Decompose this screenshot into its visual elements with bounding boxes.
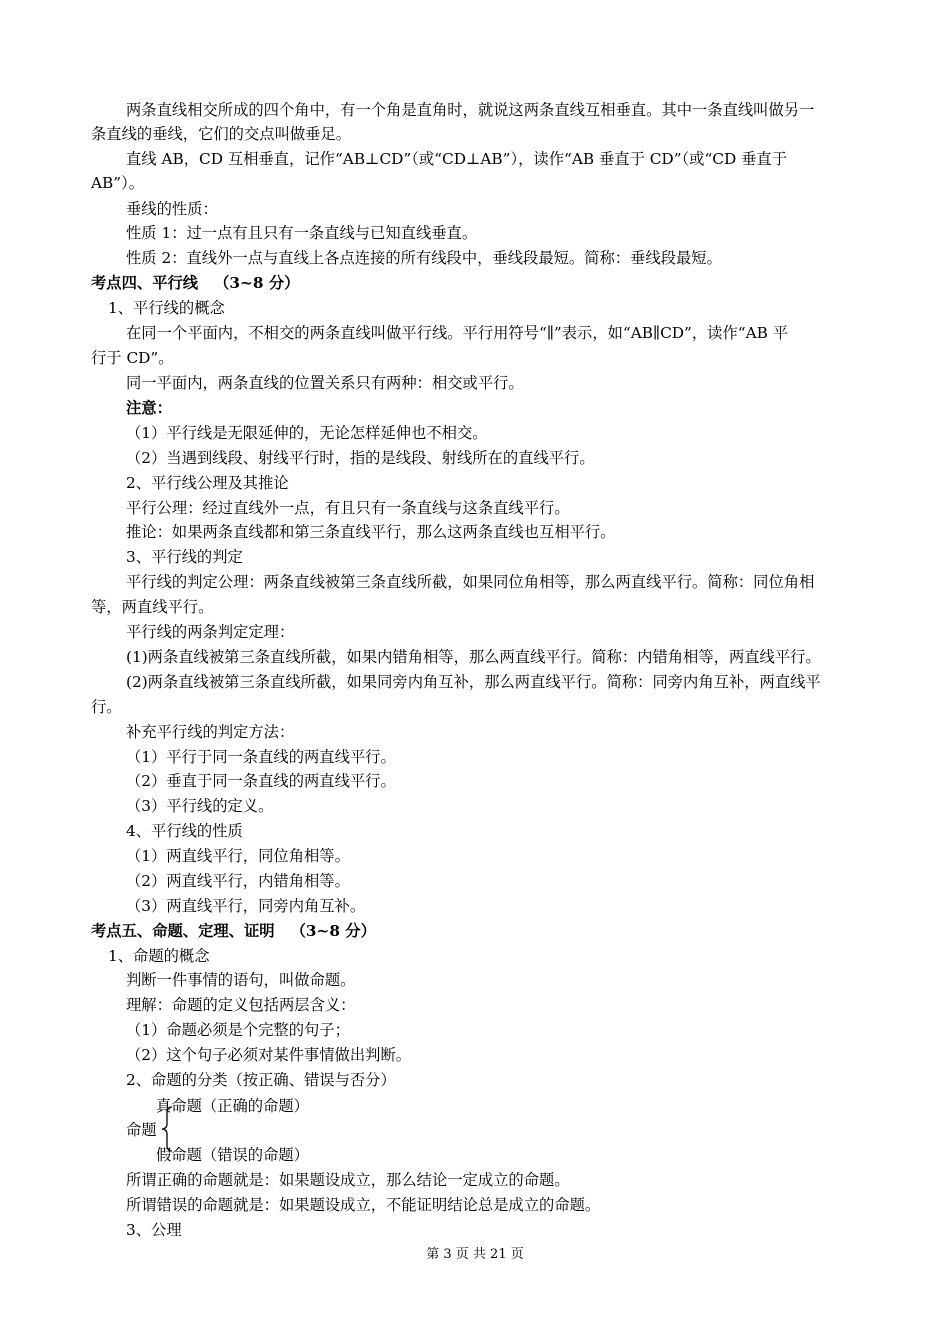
paragraph-line: 两条直线相交所成的四个角中，有一个角是直角时，就说这两条直线互相垂直。其中一条直线叫做另一 — [126, 101, 815, 119]
paragraph-line: 补充平行线的判定方法： — [126, 723, 295, 741]
note-label: 注意： — [126, 399, 172, 417]
paragraph-line: 等，两直线平行。 — [91, 598, 214, 616]
subheading-line: 3、公理 — [126, 1221, 182, 1239]
paragraph-line: 同一平面内，两条直线的位置关系只有两种：相交或平行。 — [126, 374, 524, 392]
paragraph-line: 所谓正确的命题就是：如果题设成立，那么结论一定成立的命题。 — [126, 1171, 570, 1189]
subheading-line: 1、平行线的概念 — [108, 299, 225, 317]
list-item: （2）这个句子必须对某件事情做出判断。 — [126, 1046, 412, 1064]
list-item: （1）平行于同一条直线的两直线平行。 — [126, 748, 396, 766]
list-item: （2）垂直于同一条直线的两直线平行。 — [126, 772, 396, 790]
subheading-line: 3、平行线的判定 — [126, 548, 243, 566]
true-proposition-line: 真命题（正确的命题） — [156, 1097, 309, 1115]
paragraph-line: 行。 — [91, 698, 122, 716]
false-proposition-line: 假命题（错误的命题） — [156, 1146, 309, 1164]
paragraph-line: 性质 2：直线外一点与直线上各点连接的所有线段中，垂线段最短。简称：垂线段最短。 — [126, 249, 722, 267]
list-item: （1）命题必须是个完整的句子； — [126, 1021, 350, 1039]
section-heading-5 — [91, 919, 861, 943]
section-heading-title: 考点四、平行线 — [91, 274, 199, 292]
list-item: （1）两直线平行，同位角相等。 — [126, 847, 350, 865]
section-heading-title: 考点五、命题、定理、证明 — [91, 922, 275, 940]
list-item: （3）平行线的定义。 — [126, 797, 274, 815]
list-item: (1)两条直线被第三条直线所截，如果内错角相等，那么两直线平行。简称：内错角相等，两直线平行。 — [126, 648, 821, 666]
paragraph-line: 推论：如果两条直线都和第三条直线平行，那么这两条直线也互相平行。 — [126, 523, 616, 541]
paragraph-line: 平行公理：经过直线外一点，有且只有一条直线与这条直线平行。 — [126, 499, 570, 517]
page-footer: 第 3 页 共 21 页 — [426, 1247, 524, 1262]
list-item: （2）两直线平行，内错角相等。 — [126, 872, 350, 890]
list-item: （3）两直线平行，同旁内角互补。 — [126, 897, 366, 915]
subheading-line: 2、平行线公理及其推论 — [126, 474, 289, 492]
section-heading-score: （3~8 分） — [214, 274, 300, 292]
list-item: （2）当遇到线段、射线平行时，指的是线段、射线所在的直线平行。 — [126, 449, 595, 467]
paragraph-line: 平行线的两条判定定理： — [126, 623, 295, 641]
proposition-root-label: 命题 — [126, 1121, 157, 1139]
paragraph-line: 行于 CD”。 — [91, 349, 174, 367]
paragraph-line: 所谓错误的命题就是：如果题设成立，不能证明结论总是成立的命题。 — [126, 1196, 601, 1214]
paragraph-line: 直线 AB，CD 互相垂直，记作“AB⊥CD”（或“CD⊥AB”），读作“AB 垂直于 CD”（或“CD 垂直于 — [126, 150, 787, 168]
paragraph-line: 理解：命题的定义包括两层含义： — [126, 996, 356, 1014]
list-item: (2)两条直线被第三条直线所截，如果同旁内角互补，那么两直线平行。简称：同旁内角互补，两直线平 — [126, 673, 821, 691]
paragraph-line: 判断一件事情的语句，叫做命题。 — [126, 971, 356, 989]
paragraph-line: 平行线的判定公理：两条直线被第三条直线所截，如果同位角相等，那么两直线平行。简称：同位角相 — [126, 573, 815, 591]
paragraph-line: 条直线的垂线，它们的交点叫做垂足。 — [91, 125, 352, 143]
paragraph-line: 在同一个平面内，不相交的两条直线叫做平行线。平行用符号“∥”表示，如“AB∥CD”，读作“AB 平 — [126, 324, 789, 342]
subheading-line: 4、平行线的性质 — [126, 822, 243, 840]
paragraph-line: AB”）。 — [91, 174, 145, 192]
subheading-line: 2、命题的分类（按正确、错误与否分） — [126, 1071, 396, 1089]
list-item: （1）平行线是无限延伸的，无论怎样延伸也不相交。 — [126, 424, 488, 442]
section-heading-score: （3~8 分） — [290, 922, 376, 940]
section-heading-4 — [91, 271, 861, 295]
paragraph-line: 性质 1：过一点有且只有一条直线与已知直线垂直。 — [126, 224, 478, 242]
paragraph-line: 垂线的性质： — [126, 200, 218, 218]
subheading-line: 1、命题的概念 — [108, 947, 210, 965]
